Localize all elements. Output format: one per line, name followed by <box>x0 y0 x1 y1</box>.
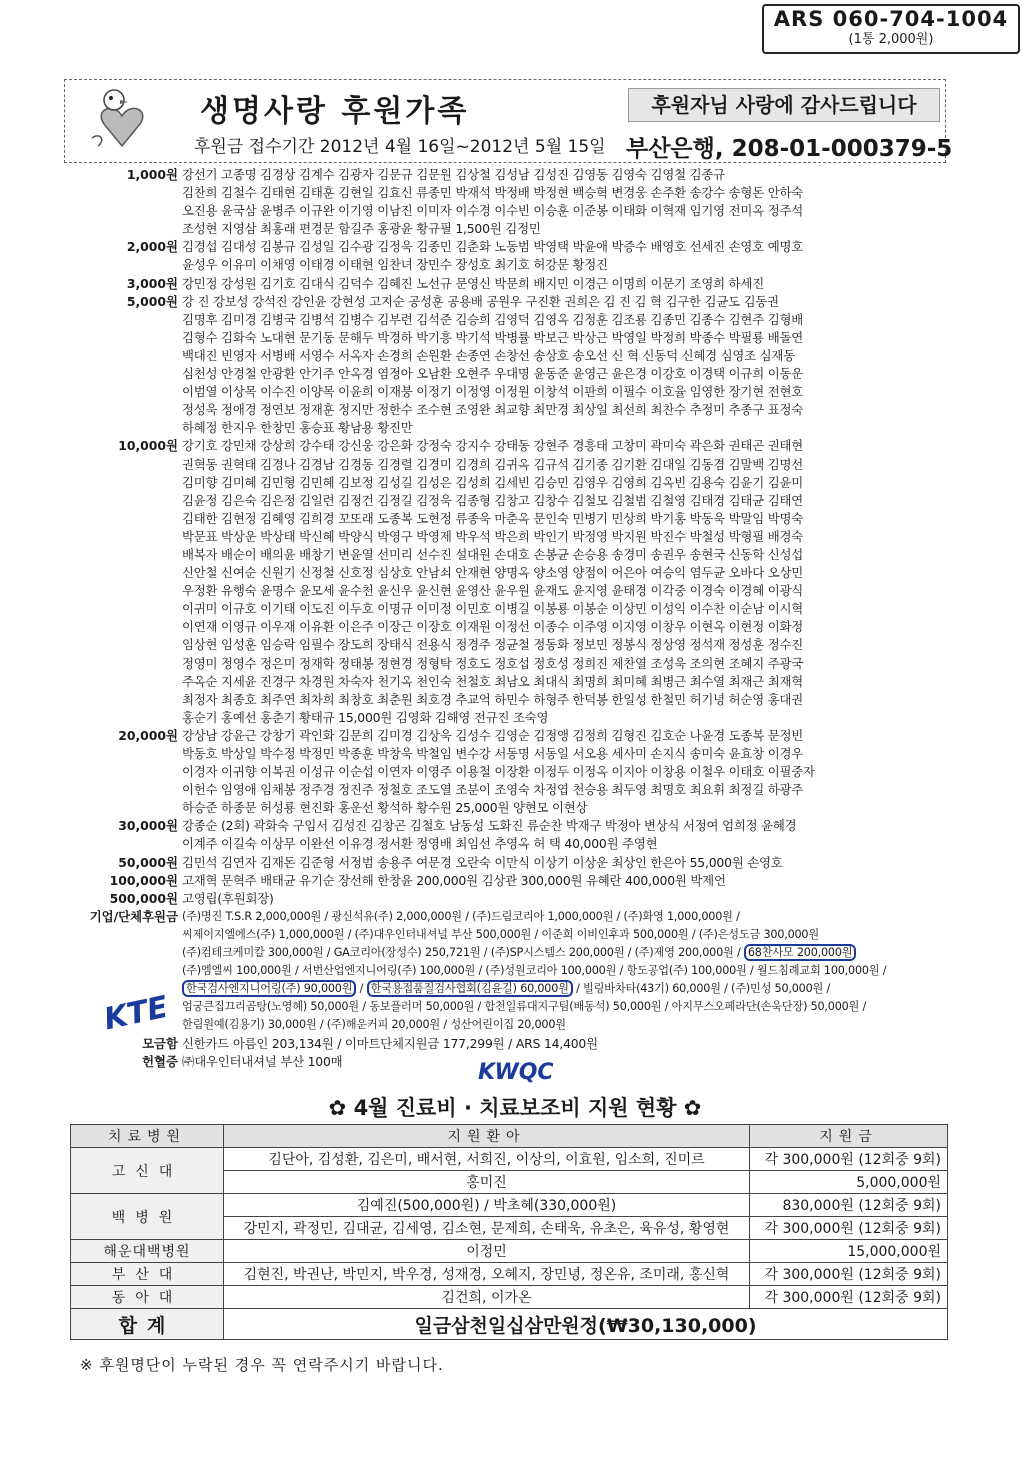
page-title: 생명사랑 후원가족 <box>200 94 470 129</box>
amount-cell: 5,000,000원 <box>750 1171 948 1194</box>
donor-row <box>60 166 950 238</box>
corporate-text: 빌링바차타(43기) 60,000원 / (주)민성 50,000원 / <box>583 982 831 996</box>
amount-cell: 각 300,000원 (12회중 9회) <box>750 1217 948 1240</box>
hospital-cell: 동아대 <box>71 1286 224 1309</box>
hospital-cell: 백병원 <box>71 1194 224 1240</box>
donor-row <box>60 293 950 438</box>
donor-line: 최정자 최종호 최주연 최차희 최창호 최춘원 최호경 추교억 하민수 하형주 한덕봉 한일성 한철민 허기녕 허순영 홍대권 <box>182 691 804 707</box>
donor-line: 강종순 (2회) 곽화숙 구임서 김성진 김창곤 김철호 남동성 도화진 류순찬 박재구 박정아 변상식 서정여 엄희정 윤혜경 <box>182 818 797 834</box>
donor-amount: 50,000원 <box>118 854 178 870</box>
support-table <box>70 1124 948 1340</box>
corporate-line: 한국검사엔지니어링(주) 90,000원 / 한국용접품질검사협회(김윤길) 60,000원 / 빌링바차타(43기) 60,000원 / (주)민성 50,000원 / <box>182 980 950 998</box>
donor-line: 박문표 박상운 박상태 박신혜 박양식 박영구 박영제 박우석 박은희 박인기 박정영 박지원 박진수 박철성 박형필 배경숙 <box>182 528 804 544</box>
donor-line: 이연재 이영규 이우재 이유환 이은주 이장근 이장호 이재원 이정선 이종수 이주영 이지영 이창우 이현옥 이현정 이화정 <box>182 619 804 635</box>
patients-cell: 김단아, 김성환, 김은미, 배서현, 서희진, 이상의, 이효원, 임소희, 진미르 <box>224 1148 750 1171</box>
highlight-kwqc: 한국용접품질검사협회(김윤길) 60,000원 <box>367 980 573 997</box>
donor-amount: 500,000원 <box>109 890 178 906</box>
header-amount: 지원금 <box>750 1125 948 1148</box>
donor-line: 이귀미 이규호 이기태 이도진 이두호 이명규 이미정 이민호 이병길 이봉룡 이봉순 이상민 이성익 이수찬 이순남 이시혁 <box>182 601 804 617</box>
donor-line: 강상남 강윤근 강창기 곽인화 김문희 김미경 김상욱 김성수 김영순 김정앵 김정희 김형진 김호순 나윤경 도종복 문정빈 <box>182 727 804 743</box>
donor-row <box>60 727 950 817</box>
table-row <box>71 1240 948 1263</box>
donor-line: 정영미 정영수 정은미 정재학 정태봉 정현경 정형탁 정호도 정호섭 정호성 정희진 제찬열 조성욱 조의현 조혜지 주광국 <box>182 655 804 671</box>
donor-row <box>60 854 950 872</box>
corporate-row <box>60 908 950 1035</box>
patients-cell: 이정민 <box>224 1240 750 1263</box>
donor-line: 김미향 김미혜 김민형 김민혜 김보정 김성길 김성은 김성희 김세빈 김승민 김영우 김영희 김옥빈 김용숙 김윤기 김윤미 <box>182 474 804 490</box>
highlight-kte: 한국검사엔지니어링(주) 90,000원 <box>182 980 356 997</box>
amount-cell: 각 300,000원 (12회중 9회) <box>750 1263 948 1286</box>
donor-line: 하혜정 한지우 한창민 홍승표 황남용 황진만 <box>182 420 413 436</box>
table-header <box>71 1125 948 1148</box>
donor-line: 홍순기 홍예선 홍춘기 황태규 15,000원 김영화 김해영 전규진 조숙영 <box>182 709 549 725</box>
support-title-text: 4월 진료비 · 치료보조비 지원 현황 <box>353 1096 677 1120</box>
footnote: ※ 후원명단이 누락된 경우 꼭 연락주시기 바랍니다. <box>80 1356 444 1374</box>
donor-line: 강민정 강성원 김기호 김대식 김덕수 김혜진 노선규 문영신 박문희 배지민 이경근 이명희 이문기 조영희 하세진 <box>182 275 764 291</box>
amount-cell: 830,000원 (12회중 9회) <box>750 1194 948 1217</box>
bank-account: 부산은행, 208-01-000379-5 <box>626 136 953 162</box>
patients-cell: 김예진(500,000원) / 박초혜(330,000원) <box>224 1194 750 1217</box>
table-row <box>71 1263 948 1286</box>
donor-line: 신안철 신여순 신원기 신정철 신호정 심상호 안남쇠 안재현 양명옥 양소영 양점이 어은아 여승익 염두균 오바다 오상민 <box>182 565 804 581</box>
donor-row <box>60 275 950 293</box>
corporate-line: 엄궁큰집끄리곰탕(노영혜) 50,000원 / 동보플러머 50,000원 / 합천일류대지구팀(배동석) 50,000원 / 아지무스오페라단(손욱단장) 50,000원 / <box>182 1000 867 1014</box>
donor-line: 임상현 임성훈 임승락 임필수 장도희 장태식 전용식 정경주 정균철 정동화 정보민 정봉식 정상영 정석재 정성훈 정수진 <box>182 637 804 653</box>
donor-list <box>60 166 950 1071</box>
bird-icon: ✿ <box>683 1096 702 1120</box>
patients-cell: 김현진, 박권난, 박민지, 박우경, 성재경, 오혜지, 장민녕, 정온유, 조미래, 홍신혁 <box>224 1263 750 1286</box>
donor-line: 이헌수 임영애 임채봉 정주경 정진주 정철호 조도열 조분이 조영숙 차정엽 천승용 최두영 최명호 최요휘 최정길 하광주 <box>182 782 804 798</box>
donor-line: 주옥순 지세윤 진경구 차경원 차숙자 천기옥 천인숙 천철호 최남오 최대식 최명희 최미혜 최병근 최수열 최재근 최재혁 <box>182 673 804 689</box>
highlight-68: 68찬사모 200,000원 <box>744 944 856 961</box>
table-row <box>71 1286 948 1309</box>
donor-line: 김명후 김미경 김병국 김병석 김병수 김부련 김석준 김승희 김영덕 김영옥 김정훈 김조룡 김종민 김종수 김현주 김형배 <box>182 311 804 327</box>
amount-cell: 각 300,000원 (12회중 9회) <box>750 1148 948 1171</box>
thanks-banner: 후원자님 사랑에 감사드립니다 <box>628 88 940 122</box>
donor-line: 윤성우 이유미 이채영 이태경 이태현 임찬녀 장민수 장성호 최기호 허강문 황정진 <box>182 257 608 273</box>
donor-row <box>60 872 950 890</box>
donor-row <box>60 238 950 274</box>
donor-line: 이범열 이상목 이수진 이양목 이윤희 이재붕 이정기 이정영 이정원 이창석 이판희 이필수 이호율 임영한 장기현 전현호 <box>182 384 804 400</box>
donor-line: 심천성 안경철 안광환 안기주 안옥경 염정아 오남환 오현주 우대명 윤동준 윤영근 윤은경 이강호 이경택 이규희 이동운 <box>182 366 804 382</box>
corporate-label: 기업/단체후원금 <box>89 908 178 924</box>
donor-line: 고재혁 문혁주 배태균 유기순 장선해 한창윤 200,000원 김상관 300,000원 유혜란 400,000원 박제언 <box>182 872 726 888</box>
donor-line: 강기호 강민채 강상희 강수태 강신웅 강은화 강정숙 강지수 강태동 강현주 경흥태 고창미 곽미숙 곽은화 권태곤 권태현 <box>182 438 804 454</box>
donor-amount: 100,000원 <box>109 872 178 888</box>
donor-line: 고영립(후원회장) <box>182 890 274 906</box>
handwritten-kwqc: KWQC <box>478 1060 554 1085</box>
amount-cell: 각 300,000원 (12회중 9회) <box>750 1286 948 1309</box>
hospital-cell: 부산대 <box>71 1263 224 1286</box>
patients-cell: 김건희, 이가온 <box>224 1286 750 1309</box>
support-title <box>260 1092 770 1122</box>
heart-bird-icon <box>84 84 166 160</box>
fund-row <box>60 1035 950 1053</box>
donor-line: 하승준 하종문 허성룡 현진화 홍운선 황석하 황수원 25,000원 양현모 이현상 <box>182 800 588 816</box>
blood-label: 헌혈증 <box>142 1053 178 1069</box>
donor-line: 강 진 강보성 강석진 강인윤 강현성 고지순 공성훈 공용배 공원우 구진환 권희은 김 진 김 혁 김구한 김균도 김동권 <box>182 293 779 309</box>
corporate-line: 한림원예(김용기) 30,000원 / (주)해운커피 20,000원 / 성산어린이집 20,000원 <box>182 1018 566 1032</box>
donor-line: 김태한 김현정 김혜영 김희경 꼬또래 도종복 도현정 류종욱 마춘옥 문인숙 민병기 민상희 박기홍 박동욱 박말임 박명숙 <box>182 510 804 526</box>
corporate-line: 씨제이지엘에스(주) 1,000,000원 / (주)대우인터내셔널 부산 500,000원 / 이준희 이비인후과 500,000원 / (주)은성도금 300,000원 <box>182 927 819 941</box>
corporate-line <box>182 944 950 962</box>
donor-line: 김찬희 김철수 김태현 김태훈 김현일 김효신 류종민 박재석 박정배 박정현 백승혁 변경웅 손주환 송강수 송형돈 안하숙 <box>182 185 804 201</box>
donor-line: 박동호 박상일 박수정 박정민 박종훈 박창욱 박철임 변수강 서동명 서동일 서오용 세사미 손지식 송미숙 윤효창 이경우 <box>182 746 804 761</box>
donor-amount: 30,000원 <box>118 818 178 834</box>
corporate-line: (주)명진 T.S.R 2,000,000원 / 광신석유(주) 2,000,000원 / (주)드림코리아 1,000,000원 / (주)화영 1,000,000원 / <box>182 909 740 923</box>
donor-row <box>60 437 950 727</box>
donor-amount: 1,000원 <box>126 167 178 182</box>
bird-icon: ✿ <box>328 1096 347 1120</box>
handwritten-kte: KTE <box>101 989 172 1038</box>
ars-box <box>762 4 1020 54</box>
patients-cell: 홍미진 <box>224 1171 750 1194</box>
total-label: 합계 <box>71 1309 224 1340</box>
hospital-cell: 해운대백병원 <box>71 1240 224 1263</box>
blood-text: ㈜대우인터내셔널 부산 100매 <box>182 1053 343 1069</box>
donor-line: 백대진 빈영자 서병배 서영수 서옥자 손경희 손원환 손종연 손창선 송상호 송오선 신 혁 신동덕 신혜경 심영조 심재동 <box>182 347 795 363</box>
donor-line: 이경자 이귀향 이복권 이성규 이순섭 이연자 이영주 이용철 이장환 이정두 이정옥 이지아 이창용 이철우 이태호 이필중자 <box>182 764 815 780</box>
ars-number: ARS 060-704-1004 <box>773 7 1009 31</box>
corporate-line: (주)엠엘씨 100,000원 / 서번산업엔지니어링(주) 100,000원 / (주)성원코리아 100,000원 / 항도공업(주) 100,000원 / 월드침례교회 100,000원 / <box>182 964 887 978</box>
donor-amount: 20,000원 <box>118 727 178 743</box>
donor-line: 정성욱 정애경 정연보 정재훈 정지만 정한수 조수현 조영완 최교향 최만경 최상일 최선희 최찬수 추정미 추종구 표정숙 <box>182 402 804 418</box>
ars-rate: (1통 2,000원) <box>848 32 934 47</box>
donor-amount: 3,000원 <box>126 275 178 291</box>
donor-line: 김민석 김연자 김재돈 김준형 서정범 송용주 여문경 오란숙 이만식 이상기 이상운 최상인 한은아 55,000원 손영호 <box>182 854 783 870</box>
header-patients: 지원환아 <box>224 1125 750 1148</box>
donor-amount: 5,000원 <box>126 293 178 309</box>
corporate-text: (주)컴테크케미칼 300,000원 / GA코리아(장성수) 250,721원 / (주)SP시스템스 200,000원 / (주)제영 200,000원 / <box>182 946 741 960</box>
total-row <box>71 1309 948 1340</box>
donor-line: 우정환 유행숙 윤명수 윤모세 윤수천 윤신우 윤신현 윤영산 윤우원 윤재도 윤지영 윤태경 이각중 이경숙 이경혜 이광식 <box>182 583 804 599</box>
donor-amount: 2,000원 <box>126 239 178 255</box>
table-row <box>71 1194 948 1217</box>
donor-row <box>60 890 950 908</box>
header-hospital: 치료병원 <box>71 1125 224 1148</box>
fund-text: 신한카드 아름인 203,134원 / 이마트단체지원금 177,299원 / ARS 14,400원 <box>182 1035 598 1051</box>
table-row <box>71 1148 948 1171</box>
donor-line: 조성현 지영삼 최홍래 편경문 함길주 홍광윤 황규필 1,500원 김정민 <box>182 221 541 237</box>
fund-label: 모금함 <box>142 1035 178 1051</box>
patients-cell: 강민지, 곽정민, 김대균, 김세영, 김소현, 문제희, 손태욱, 유초은, 육유성, 황영현 <box>224 1217 750 1240</box>
total-amount: 일금삼천일십삼만원정(₩30,130,000) <box>224 1309 948 1340</box>
donor-line: 배복자 배순이 배의윤 배창기 변윤열 선미리 선수진 설대원 손대호 손봉균 손승용 송경미 송권우 송현국 신동학 신성섭 <box>182 546 804 562</box>
donor-line: 권혁동 권혁태 김경나 김경남 김경동 김경렬 김경미 김경희 김귀옥 김규석 김기종 김기환 김대일 김동겸 김말백 김명선 <box>182 456 804 472</box>
period-text: 후원금 접수기간 2012년 4월 16일~2012년 5월 15일 <box>194 137 606 157</box>
donor-amount: 10,000원 <box>118 438 178 454</box>
donor-row <box>60 817 950 853</box>
amount-cell: 15,000,000원 <box>750 1240 948 1263</box>
donor-line: 김윤정 김은숙 김은정 김일련 김정건 김정길 김정욱 김종형 김창고 김창수 김철모 김철범 김철영 김태경 김태균 김태연 <box>182 492 804 508</box>
donor-line: 이계주 이길숙 이상무 이완선 이유경 정서환 정영배 최임선 추영옥 허 택 40,000원 주영현 <box>182 836 658 852</box>
hospital-cell: 고신대 <box>71 1148 224 1194</box>
donor-line: 김경섭 김대성 김봉규 김성일 김수광 김정욱 김종민 김춘화 노동범 박영택 박윤애 박증수 배영호 선세진 손영호 예명호 <box>182 239 804 255</box>
donor-line: 김형수 김화숙 노대현 문기동 문해두 박경하 박기흥 박기석 박병률 박보근 박상근 박영일 박정희 박종수 박필룡 배돌연 <box>182 329 804 345</box>
donor-line: 강선기 고종명 김경상 김계수 김광자 김문규 김문원 김상철 김성남 김성진 김영동 김영숙 김영철 김종규 <box>182 167 725 182</box>
donor-line: 오진용 윤국삼 윤병주 이규완 이기영 이남진 이미자 이수경 이수빈 이승훈 이준봉 이태화 이혁재 임기영 전미옥 정주석 <box>182 203 804 219</box>
